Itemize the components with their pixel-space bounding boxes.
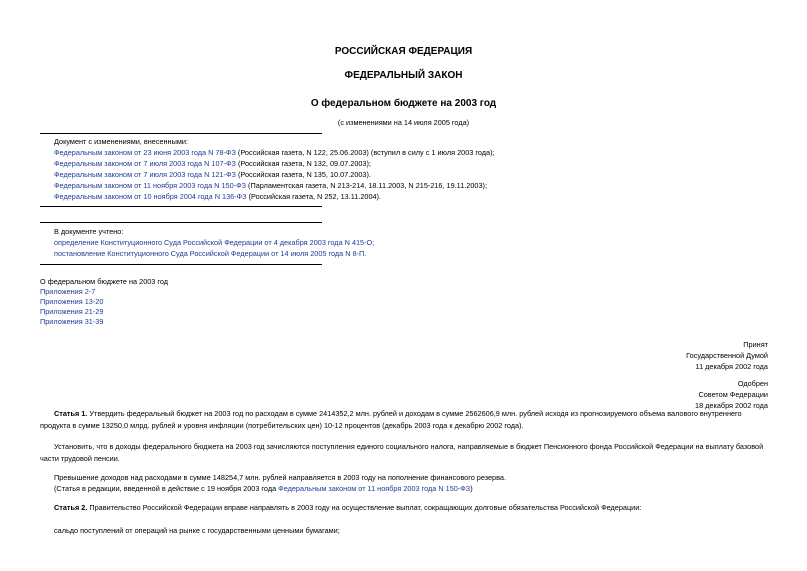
article-1-text: Утвердить федеральный бюджет на 2003 год по расходам в сумме 2414352,2 млн. рублей и доходам в сумме 2562606,9 млн. рублей исходя из прогнозируемого объема валового внутреннего продукта в сумме 13250,0 млрд. рублей и уровня инфляции (потребительских цен) 10-12 процентов (декабрь 2003 года к декабрю 2002 года).: [40, 409, 742, 430]
country-heading: РОССИЙСКАЯ ФЕДЕРАЦИЯ: [334, 46, 473, 57]
amendment-link[interactable]: Федеральным законом от 23 июня 2003 года N 78-ФЗ: [54, 148, 236, 157]
amendment-link[interactable]: Федеральным законом от 10 ноября 2004 года N 136-ФЗ: [54, 192, 247, 201]
toc-title: О федеральном бюджете на 2003 год: [40, 277, 169, 286]
amendment-item: [54, 159, 371, 169]
toc-link[interactable]: Приложения 13-20: [40, 297, 104, 306]
adoption-approved: Одобрен: [737, 379, 768, 388]
page-subtitle: (с изменениями на 14 июля 2005 года): [337, 118, 470, 127]
article-2-label: Статья 2.: [54, 503, 88, 512]
adoption-council: Советом Федерации: [698, 390, 768, 399]
amendment-note: (Российская газета, N 122, 25.06.2003) (вступил в силу с 1 июля 2003 года);: [235, 148, 495, 157]
article-1-edit-note: [40, 483, 768, 495]
amendment-item: [54, 181, 487, 191]
divider: [40, 264, 322, 265]
amendment-link[interactable]: Федеральным законом от 7 июля 2003 года N 107-ФЗ: [54, 159, 236, 168]
article-1-paragraph-2: Установить, что в доходы федерального бюджета на 2003 год зачисляются поступления единого социального налога, направляемые в бюджет Пенсионного фонда Российской Федерации на выплату базовой части трудовой пенсии.: [40, 442, 764, 463]
amendments-intro: Документ с изменениями, внесенными:: [54, 137, 188, 146]
divider-top: [40, 133, 322, 134]
adoption-accepted: Принят: [743, 340, 768, 349]
amendment-note: (Российская газета, N 135, 10.07.2003).: [235, 170, 371, 179]
considered-link[interactable]: определение Конституционного Суда Российской Федерации от 4 декабря 2003 года N 415-О;: [54, 238, 375, 247]
page-title: О федеральном бюджете на 2003 год: [310, 98, 497, 109]
edit-note-link[interactable]: Федеральным законом от 11 ноября 2003 года N 150-ФЗ: [278, 484, 471, 493]
law-type-heading: ФЕДЕРАЛЬНЫЙ ЗАКОН: [344, 70, 463, 81]
considered-link[interactable]: постановление Конституционного Суда Российской Федерации от 14 июля 2005 года N 8-П.: [54, 249, 367, 258]
adoption-duma-date: 11 декабря 2002 года: [695, 362, 768, 371]
article-2-text: Правительство Российской Федерации вправе направлять в 2003 году на осуществление выплат, сокращающих долговые обязательства Российской Федерации:: [87, 503, 642, 512]
divider: [40, 206, 322, 207]
edit-note-suffix: ): [470, 484, 473, 493]
article-2-item-1: сальдо поступлений от операций на рынке с государственными ценными бумагами;: [54, 526, 340, 535]
amendment-note: (Российская газета, N 132, 09.07.2003);: [235, 159, 371, 168]
adoption-duma: Государственной Думой: [686, 351, 768, 360]
toc-link[interactable]: Приложения 31-39: [40, 317, 104, 326]
divider: [40, 222, 322, 223]
amendment-link[interactable]: Федеральным законом от 7 июля 2003 года N 121-ФЗ: [54, 170, 236, 179]
amendment-link[interactable]: Федеральным законом от 11 ноября 2003 года N 150-ФЗ: [54, 181, 247, 190]
amendment-item: [54, 170, 371, 180]
edit-note-prefix: (Статья в редакции, введенной в действие с 19 ноября 2003 года: [54, 484, 279, 493]
amendment-note: (Парламентская газета, N 213-214, 18.11.2003, N 215-216, 19.11.2003);: [246, 181, 487, 190]
amendment-note: (Российская газета, N 252, 13.11.2004).: [246, 192, 382, 201]
article-2-paragraph: [40, 502, 768, 514]
article-1-paragraph-3: Превышение доходов над расходами в сумме 148254,7 млн. рублей направляется в 2003 году на пополнение финансового резерва.: [54, 473, 506, 482]
considered-intro: В документе учтено:: [54, 227, 124, 236]
amendment-item: [54, 148, 495, 158]
toc-link[interactable]: Приложения 2-7: [40, 287, 96, 296]
amendment-item: [54, 192, 381, 202]
article-1-label: Статья 1.: [54, 409, 88, 418]
adoption-council-date: 18 декабря 2002 года: [695, 401, 768, 410]
article-1-paragraph: [40, 408, 768, 431]
toc-link[interactable]: Приложения 21-29: [40, 307, 104, 316]
